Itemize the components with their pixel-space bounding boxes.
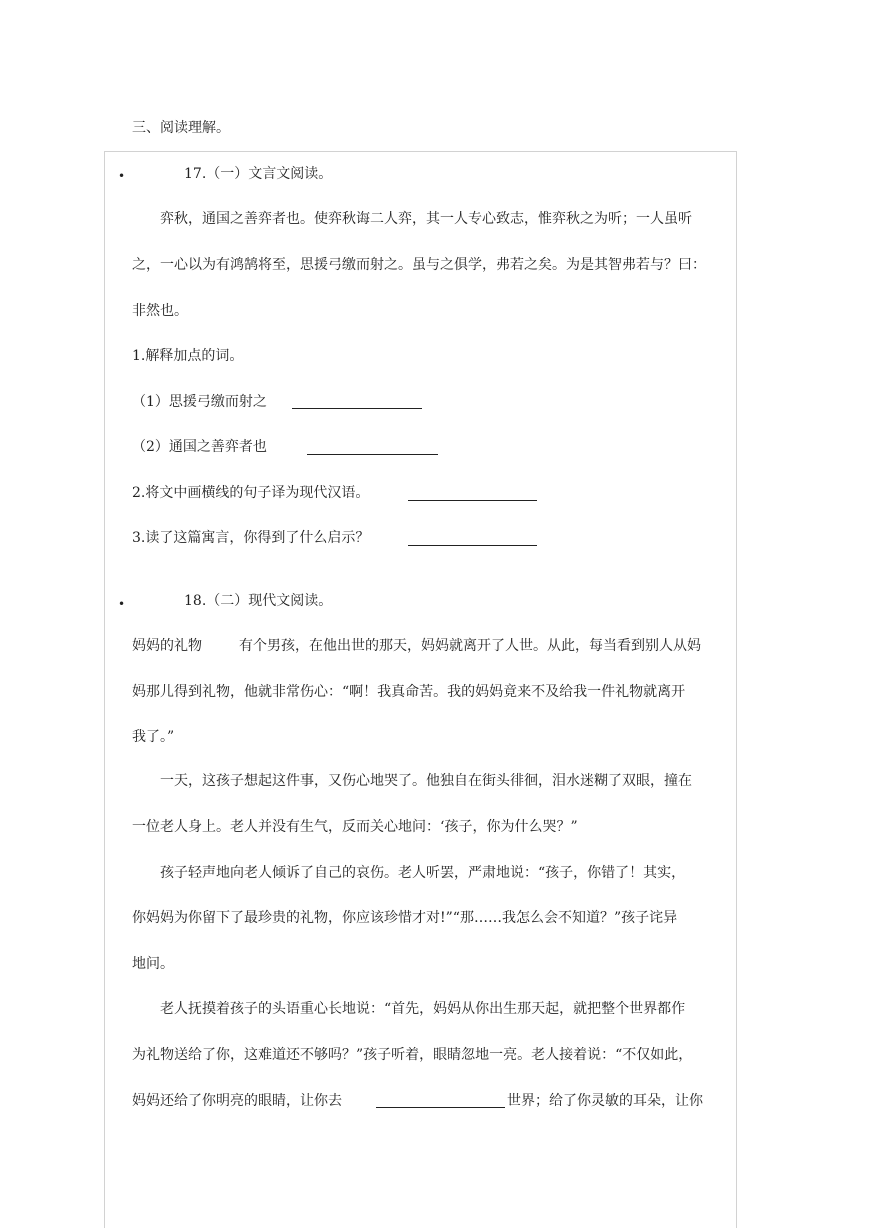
q17-passage-line-1: 弈秋，通国之善弈者也。使弈秋诲二人弈，其一人专心致志，惟弈秋之为听；一人虽听 [160, 211, 692, 227]
q17-passage-line-3: 非然也。 [132, 303, 188, 319]
q18-last-line-end: 世界；给了你灵敏的耳朵，让你 [507, 1093, 703, 1109]
q18-line-6: 孩子轻声地向老人倾诉了自己的哀伤。老人听罢，严肃地说：“孩子，你错了！其实， [160, 865, 686, 881]
answer-blank-2[interactable] [307, 454, 438, 455]
q18-line-5: 一位老人身上。老人并没有生气，反而关心地问：‘孩子，你为什么哭？” [132, 819, 578, 835]
q18-line-7: 你妈妈为你留下了最珍贵的礼物，你应该珍惜才对!”“那……我怎么会不知道？”孩子诧异 [132, 910, 678, 926]
q18-line-2: 妈那儿得到礼物，他就非常伤心：“啊！我真命苦。我的妈妈竟来不及给我一件礼物就离开 [132, 684, 686, 700]
q18-line-1: 有个男孩，在他出世的那天，妈妈就离开了人世。从此，每当看到别人从妈 [239, 638, 701, 654]
q18-line-3: 我了。” [132, 729, 175, 745]
q17-sub1: 1.解释加点的词。 [132, 348, 244, 364]
answer-blank-5[interactable] [376, 1107, 505, 1108]
q17-sub3: 3.读了这篇寓言，你得到了什么启示？ [132, 530, 370, 546]
q18-story-title: 妈妈的礼物 [132, 638, 202, 654]
q18-title: 18.（二）现代文阅读。 [184, 593, 333, 609]
list-bullet: • [118, 169, 126, 183]
q17-title: 17.（一）文言文阅读。 [184, 166, 333, 182]
answer-blank-4[interactable] [408, 545, 537, 546]
q18-last-line-start: 妈妈还给了你明亮的眼睛，让你去 [132, 1093, 342, 1109]
q18-line-4: 一天，这孩子想起这件事，又伤心地哭了。他独自在街头徘徊，泪水迷糊了双眼，撞在 [160, 773, 692, 789]
q17-sub2: 2.将文中画横线的句子译为现代汉语。 [132, 485, 370, 501]
q17-sub1-a: （1）思援弓缴而射之 [132, 394, 267, 410]
answer-blank-3[interactable] [408, 500, 537, 501]
q18-line-8: 地问。 [132, 956, 174, 972]
list-bullet: • [118, 597, 126, 611]
q17-passage-line-2: 之，一心以为有鸿鹄将至，思援弓缴而射之。虽与之俱学，弗若之矣。为是其智弗若与？曰： [132, 257, 706, 273]
answer-blank-1[interactable] [292, 408, 422, 409]
q18-line-9: 老人抚摸着孩子的头语重心长地说：“首先，妈妈从你出生那天起，就把整个世界都作 [160, 1001, 686, 1017]
q18-line-10: 为礼物送给了你，这难道还不够吗？”孩子听着，眼睛忽地一亮。老人接着说：“不仅如此， [132, 1047, 693, 1063]
q17-sub1-b: （2）通国之善弈者也 [132, 439, 267, 455]
section-heading: 三、阅读理解。 [132, 120, 230, 136]
